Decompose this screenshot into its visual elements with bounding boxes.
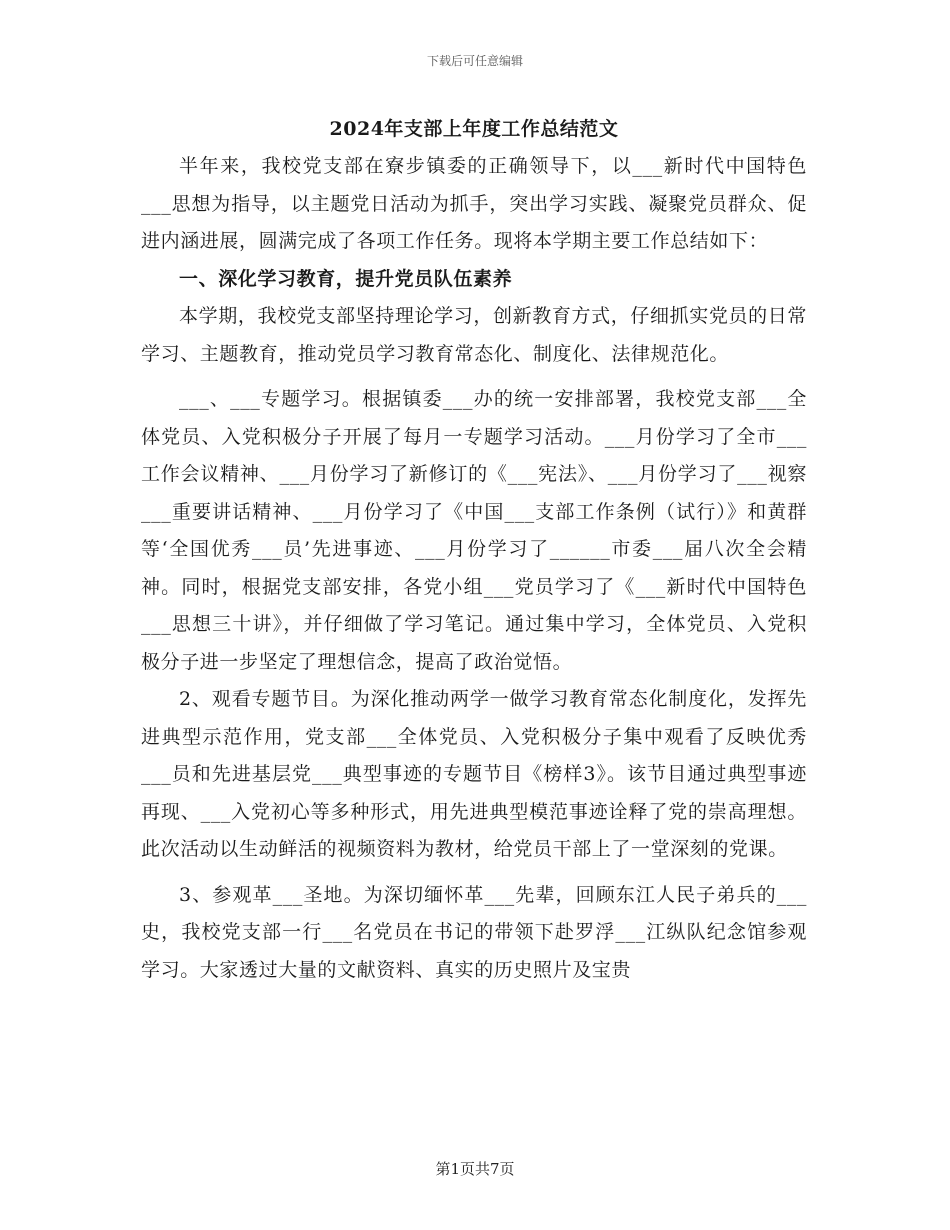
intro-paragraph: 半年来，我校党支部在寮步镇委的正确领导下，以___新时代中国特色___思想为指导，以主题党日活动为抓手，突出学习实践、凝聚党员群众、促进内涵进展，圆满完成了各项工作任务。现将本学期主要工作总结如下：: [141, 155, 807, 252]
section-intro-paragraph: 本学期，我校党支部坚持理论学习，创新教育方式，仔细抓实党员的日常学习、主题教育，推动党员学习教育常态化、制度化、法律规范化。: [141, 305, 807, 365]
page-number: 第1页共7页: [435, 1160, 515, 1178]
item-3-paragraph: 3、参观革___圣地。为深切缅怀革___先辈，回顾东江人民子弟兵的___史，我校党支部一行___名党员在书记的带领下赴罗浮___江纵队纪念馆参观学习。大家透过大量的文献资料、真实的历史照片及宝贵: [141, 883, 807, 981]
item-1-paragraph: ___、___专题学习。根据镇委___办的统一安排部署，我校党支部___全体党员、入党积极分子开展了每月一专题学习活动。___月份学习了全市___工作会议精神、___月份学习了新修订的《___宪法》、___月份学习了___视察___重要讲话精神、___月份学习了《中国___支部工作条例（试行）》和黄群等‘全国优秀___员’先进事迹、___月份学习了______市委___届八次全会精神。同时，根据党支部安排，各党小组___党员学习了《___新时代中国特色___思想三十讲》，并仔细做了学习笔记。通过集中学习，全体党员、入党积极分子进一步坚定了理想信念，提高了政治觉悟。: [141, 388, 807, 673]
item-2-paragraph: 2、观看专题节目。为深化推动两学一做学习教育常态化制度化，发挥先进典型示范作用，党支部___全体党员、入党积极分子集中观看了反映优秀___员和先进基层党___典型事迹的专题节目《榜样3》。该节目通过典型事迹再现、___入党初心等多种形式，用先进典型模范事迹诠释了党的崇高理想。此次活动以生动鲜活的视频资料为教材，给党员干部上了一堂深刻的党课。: [141, 688, 807, 860]
document-body: [141, 112, 807, 989]
section-heading: 一、深化学习教育，提升党员队伍素养: [179, 267, 513, 290]
header-note: 下载后可任意编辑: [426, 54, 523, 68]
document-title: 2024年支部上年度工作总结范文: [329, 118, 619, 140]
